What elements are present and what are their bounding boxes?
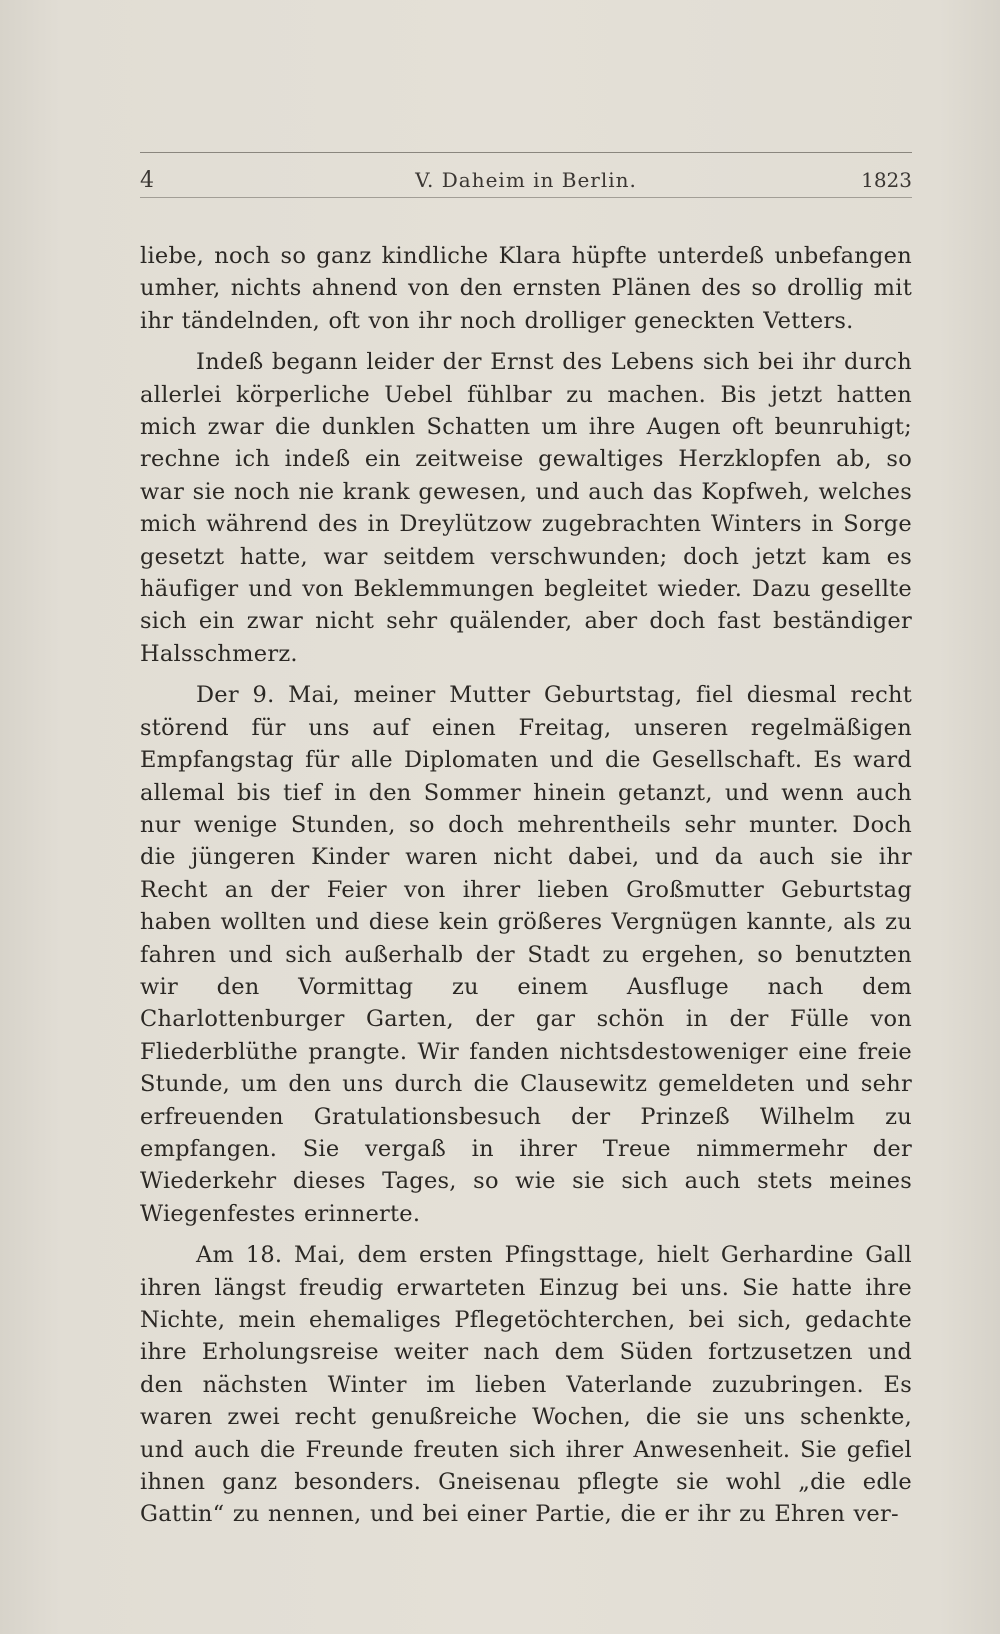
paragraph-2: Indeß begann leider der Ernst des Lebens sich bei ihr durch allerlei körperliche Uebel fühlbar zu machen. Bis jetzt hatten mich zwar die dunklen Schatten um ihre Augen oft beunruhigt; rechne ich indeß ein zeitweise gewaltiges Herzklopfen ab, so war sie noch nie krank gewesen, und auch das Kopfweh, welches mich während des in Dreylützow zugebrachten Winters in Sorge gesetzt hatte, war seitdem verschwunden; doch jetzt kam es häufiger und von Beklemmungen begleitet wieder. Dazu gesellte sich ein zwar nicht sehr quälender, aber doch fast beständiger Halsschmerz. [140,349,912,667]
paragraph-4: Am 18. Mai, dem ersten Pfingsttage, hielt Gerhardine Gall ihren längst freudig erwarteten Einzug bei uns. Sie hatte ihre Nichte, mein ehemaliges Pflegetöchterchen, bei sich, gedachte ihre Erholungsreise weiter nach dem Süden fortzusetzen und den nächsten Winter im lieben Vaterlande zuzubringen. Es waren zwei recht genußreiche Wochen, die sie uns schenkte, und auch die Freunde freuten sich ihrer Anwesenheit. Sie gefiel ihnen ganz besonders. Gneisenau pflegte sie wohl „die edle Gattin“ zu nennen, und bei einer Partie, die er ihr zu Ehren ver- [140,1242,912,1528]
paragraph-1: liebe, noch so ganz kindliche Klara hüpfte unterdeß unbefangen umher, nichts ahnend von den ernsten Plänen des so drollig mit ihr tändelnden, oft von ihr noch drolliger geneckten Vetters. [140,243,912,334]
header-bottom-rule [140,197,912,198]
page-number: 4 [140,168,154,193]
body-text [140,240,912,1531]
chapter-title: V. Daheim in Berlin. [415,168,637,192]
header-top-rule [140,152,912,153]
paragraph-3: Der 9. Mai, meiner Mutter Geburtstag, fiel diesmal recht störend für uns auf einen Freitag, unseren regelmäßigen Empfangstag für alle Diplomaten und die Gesellschaft. Es ward allemal bis tief in den Sommer hinein getanzt, und wenn auch nur wenige Stunden, so doch mehrentheils sehr munter. Doch die jüngeren Kinder waren nicht dabei, und da auch sie ihr Recht an der Feier von ihrer lieben Großmutter Geburtstag haben wollten und diese kein größeres Vergnügen kannte, als zu fahren und sich außerhalb der Stadt zu ergehen, so benutzten wir den Vormittag zu einem Ausfluge nach dem Charlottenburger Garten, der gar schön in der Fülle von Fliederblüthe prangte. Wir fanden nichtsdestoweniger eine freie Stunde, um den uns durch die Clausewitz gemeldeten und sehr erfreuenden Gratulationsbesuch der Prinzeß Wilhelm zu empfangen. Sie vergaß in ihrer Treue nimmermehr der Wiederkehr dieses Tages, so wie sie sich auch stets meines Wiegenfestes erinnerte. [140,682,912,1227]
year-label: 1823 [861,168,912,192]
running-head [140,158,912,198]
